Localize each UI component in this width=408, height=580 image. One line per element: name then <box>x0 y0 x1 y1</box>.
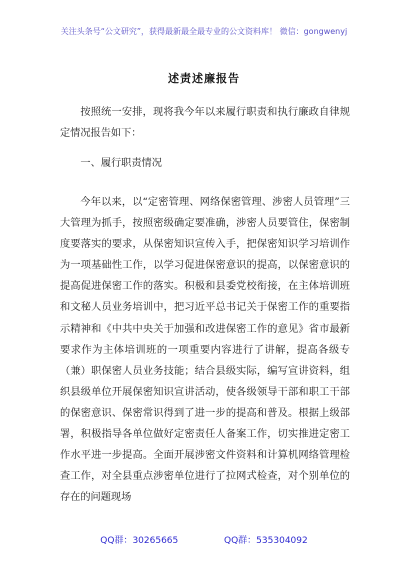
body-paragraph-text: 今年以来，以“定密管理、网络保密管理、涉密人员管理”三大管理为抓手，按照密级确定要准确，涉密人员要管住，保密制度要落实的要求，从保密知识宣传入手，把保密知识学习培训作为一项基础性工作，以学习促进保密意识的提高，以保密意识的提高促进保密工作的落实。积极和县委党校衔接，在主体培训班和文秘人员业务培训中，把习近平总书记关于保密工作的重要指示精神和《中共中央关于加强和改进保密工作的意见》省市最新要求作为主体培训班的一项重要内容进行了讲解，提高各级专（兼）职保密人员业务技能；结合县级实际，编写宣讲资料，组织县级单位开展保密知识宣讲活动，使各级领导干部和职工干部的保密意识、保密常识得到了进一步的提高和普及。根据上级部署，积极指导各单位做好定密责任人备案工作，切实推进定密工作水平进一步提高。全面开展涉密文件资料和计算机网络管理检查工作，对全县重点涉密单位进行了拉网式检查，对个别单位的存在的问题现场 <box>60 197 350 504</box>
footer-qq-groups <box>0 533 408 546</box>
top-promo-banner: 关注头条号“公文研究”，获得最新最全最专业的公文资料库！ 微信：gongwenyj <box>60 27 348 36</box>
section-heading <box>60 153 350 174</box>
qq-group-2: QQ群：535304092 <box>224 536 308 546</box>
body-paragraph <box>60 192 350 508</box>
document-title: 述责述廉报告 <box>168 72 240 85</box>
section-heading-text: 一、履行职责情况 <box>80 158 162 169</box>
intro-text: 按照统一安排，现将我今年以来履行职责和执行廉政自律规定情况报告如下： <box>60 107 350 140</box>
qq-group-1: QQ群：30265665 <box>100 536 179 546</box>
intro-paragraph <box>60 102 350 144</box>
